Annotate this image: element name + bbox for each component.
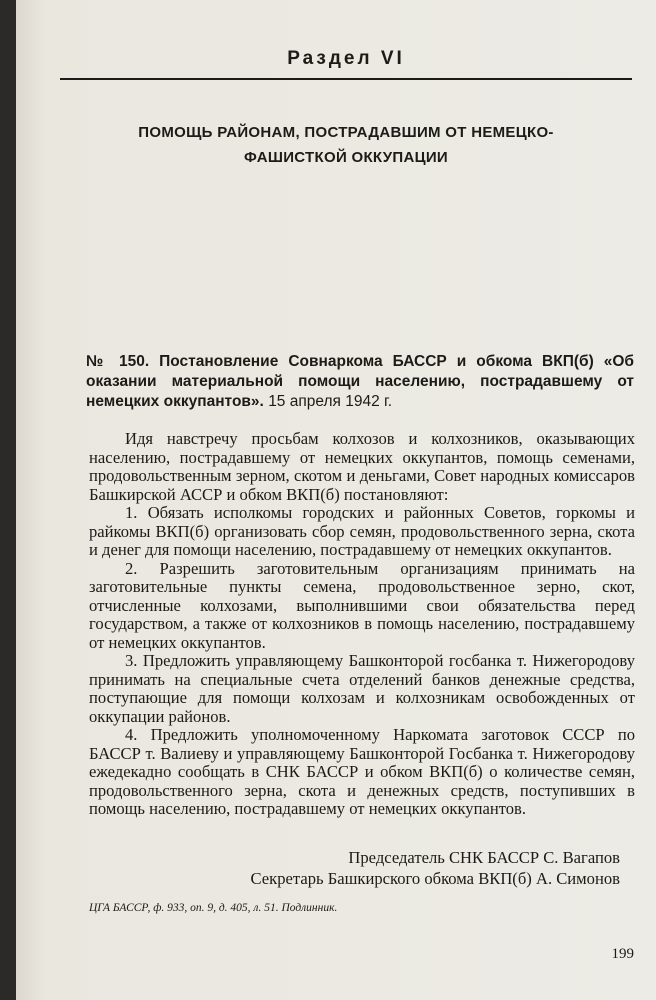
signatures [251,847,620,889]
document-body [89,430,635,819]
paragraph: 2. Разрешить заготовительным организациям принимать на заготовительные пункты семена, продовольственное зерно, скот, отчисленные колхозами, выполнившими свои обязательства перед государством, а также от колхозников в помощь населению, пострадавшему от немецких оккупантов. [89,558,635,652]
section-rule [60,78,632,80]
paragraph: Идя навстречу просьбам колхозов и колхозников, оказывающих населению, пострадавшему от немецких оккупантов, помощь семенами, продовольственным зерном, скотом и деньгами, Совет народных комиссаров Башкирской АССР и обком ВКП(б) постановляют: [89,429,635,504]
document-number-title: № 150. Постановление Совнаркома БАССР и обкома ВКП(б) «Об оказании материальной помощи населению, пострадавшему от немецких оккупантов». [86,353,634,410]
signature-line: Секретарь Башкирского обкома ВКП(б) А. Симонов [250,869,620,888]
page-number: 199 [611,946,634,962]
archive-source: ЦГА БАССР, ф. 933, оп. 9, д. 405, л. 51. Подлинник. [89,902,338,914]
document-date: 15 апреля 1942 г. [268,393,393,410]
section-heading: Раздел VI [287,48,405,69]
document-title [86,352,634,412]
paragraph: 1. Обязать исполкомы городских и районных Советов, горкомы и райкомы ВКП(б) организовать сбор семян, продовольственного зерна, скота и денег для помощи населению, пострадавшему от немецких оккупантов. [89,503,635,559]
paragraph: 3. Предложить управляющему Башконторой госбанка т. Нижегородову принимать на специальные счета отделений банков денежные средства, поступающие для помощи колхозам и колхозникам освобожденных от оккупации районов. [89,651,635,726]
signature-line: Председатель СНК БАССР С. Вагапов [348,848,620,867]
paragraph: 4. Предложить уполномоченному Наркомата заготовок СССР по БАССР т. Валиеву и управляющему Башконторой Госбанка т. Нижегородову ежедекадно сообщать в СНК БАССР и обком ВКП(б) о количестве семян, продовольственного зерна, скота и денежных средств, поступивших в помощь населению, пострадавшему от немецких оккупантов. [89,725,635,818]
book-page [16,0,656,1000]
part-title: ПОМОЩЬ РАЙОНАМ, ПОСТРАДАВШИМ ОТ НЕМЕЦКО-ФАШИСТКОЙ ОККУПАЦИИ [138,124,554,166]
